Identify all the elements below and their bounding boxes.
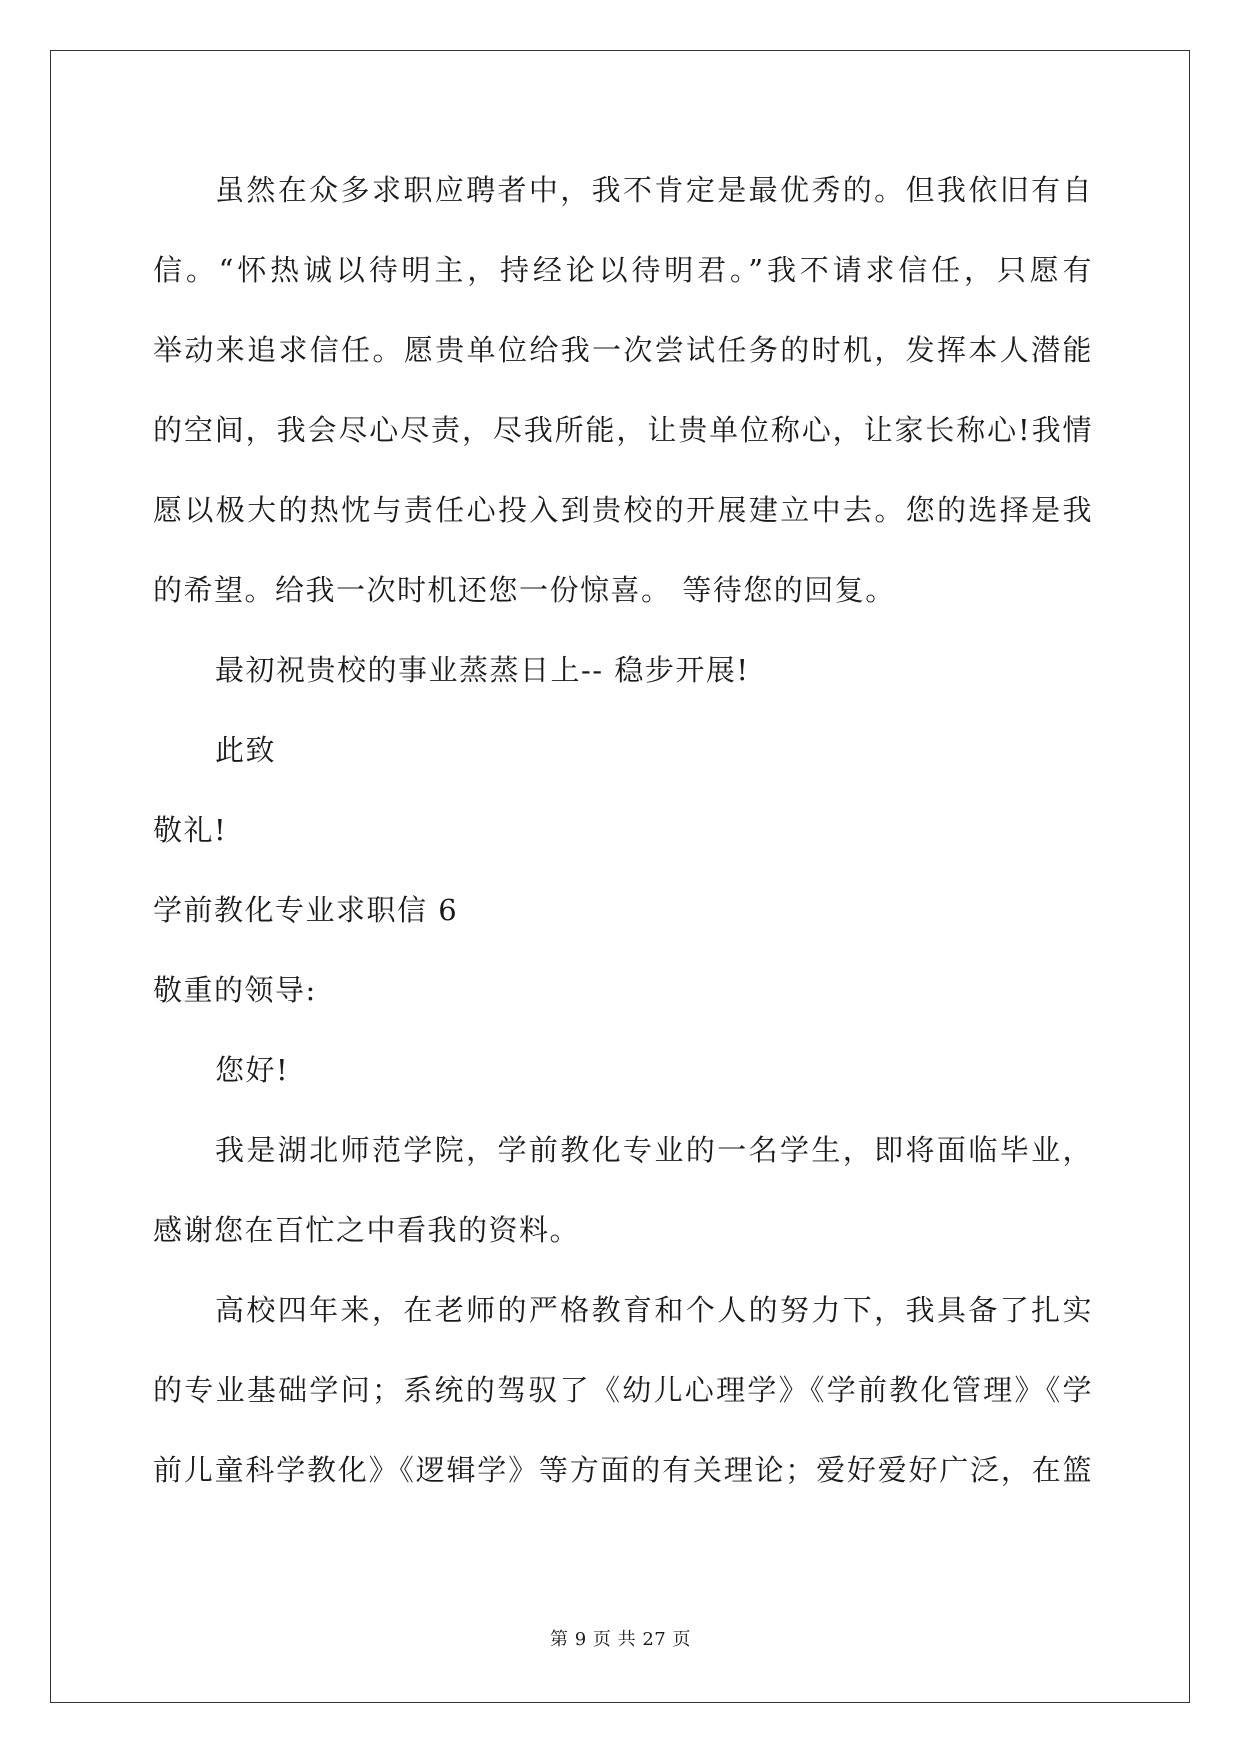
paragraph-line: 前儿童科学教化》《逻辑学》等方面的有关理论；爱好爱好广泛，在篮 (153, 1453, 1093, 1487)
paragraph-line: 虽然在众多求职应聘者中，我不肯定是最优秀的。但我依旧有自 (215, 173, 1093, 207)
closing-wish: 最初祝贵校的事业蒸蒸日上-- 稳步开展! (215, 653, 750, 687)
paragraph-line: 的希望。给我一次时机还您一份惊喜。 等待您的回复。 (153, 573, 896, 607)
page-footer: 第 9 页 共 27 页 (550, 1629, 691, 1650)
paragraph-line: 感谢您在百忙之中看我的资料。 (153, 1213, 581, 1247)
salutation-closing: 此致 (215, 733, 277, 767)
paragraph-line: 的空间，我会尽心尽责，尽我所能，让贵单位称心，让家长称心!我情 (153, 413, 1093, 447)
paragraph-line: 的专业基础学问；系统的驾驭了《幼儿心理学》《学前教化管理》《学 (153, 1373, 1093, 1407)
section-title: 学前教化专业求职信 6 (153, 893, 459, 927)
letter-greeting: 敬重的领导: (153, 973, 317, 1007)
paragraph-line: 愿以极大的热忱与责任心投入到贵校的开展建立中去。您的选择是我 (153, 493, 1093, 527)
salutation-regards: 敬礼! (153, 813, 228, 847)
paragraph-line: 高校四年来，在老师的严格教育和个人的努力下，我具备了扎实 (215, 1293, 1093, 1327)
letter-hello: 您好! (215, 1053, 290, 1087)
paragraph-line: 信。“怀热诚以待明主，持经论以待明君。”我不请求信任，只愿有 (153, 253, 1093, 287)
paragraph-line: 我是湖北师范学院，学前教化专业的一名学生，即将面临毕业， (215, 1133, 1093, 1167)
paragraph-line: 举动来追求信任。愿贵单位给我一次尝试任务的时机，发挥本人潜能 (153, 333, 1093, 367)
